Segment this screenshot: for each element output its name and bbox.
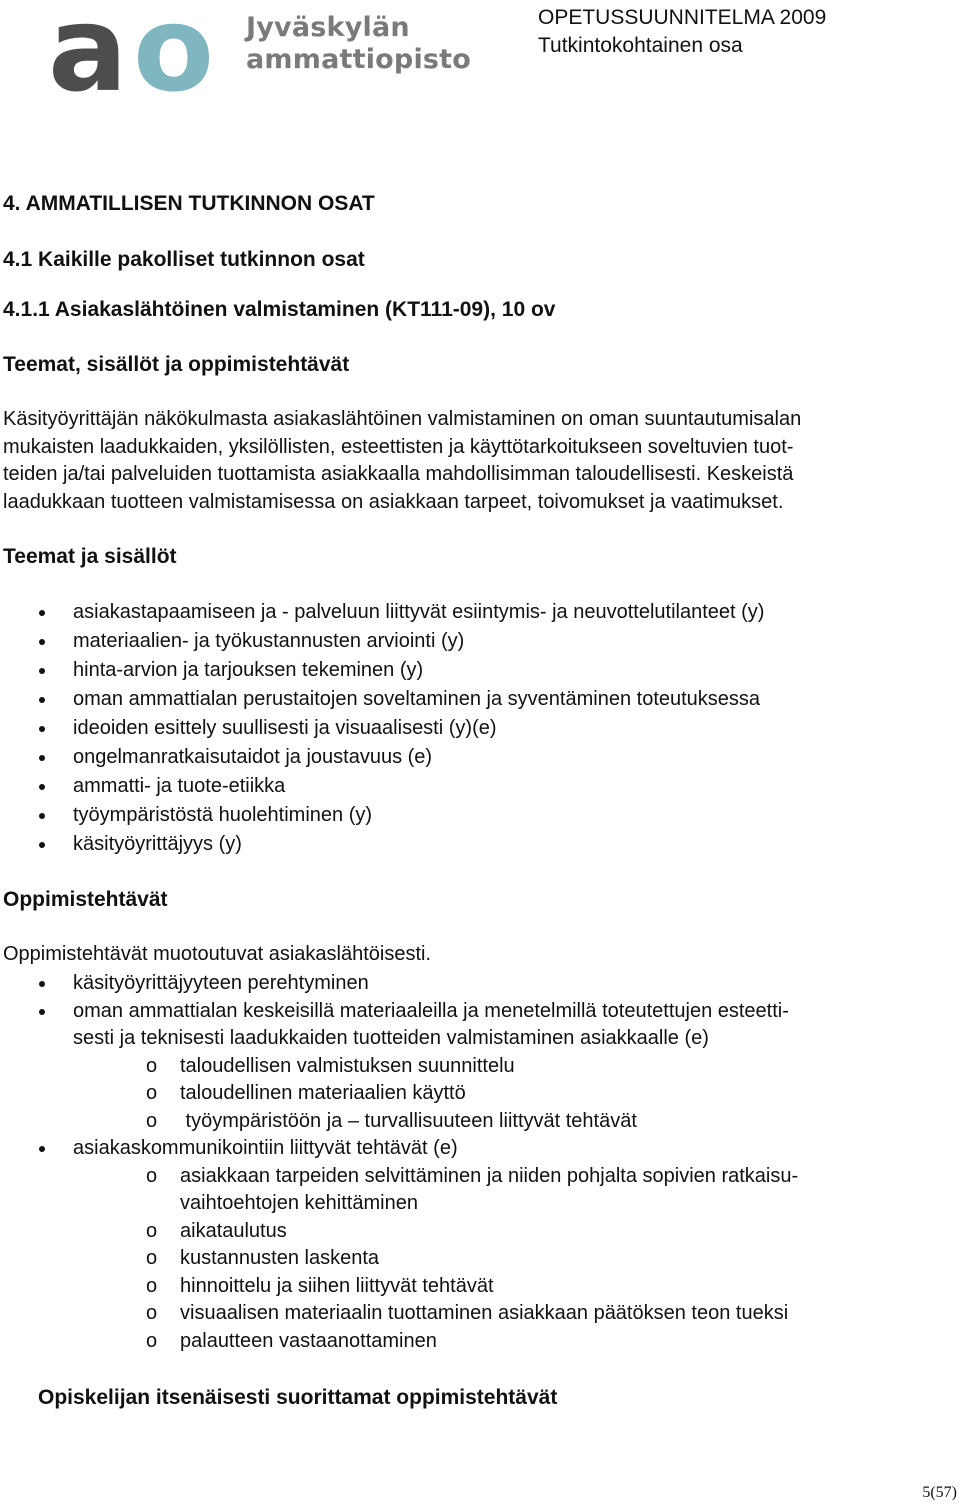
sub-list-text: visuaalisen materiaalin tuottaminen asiakkaan päätöksen teon tueksi [180, 1302, 789, 1324]
sub-list-item [0, 1328, 960, 1356]
list-item-line: sesti ja teknisesti laadukkaiden tuotteiden valmistaminen asiakkaalle (e) [73, 1027, 709, 1049]
themes-paragraph [3, 406, 958, 516]
tasks-intro-text: Oppimistehtävät muotoutuvat asiakaslähtöisesti. [3, 943, 431, 965]
sub-list-item [0, 1300, 960, 1328]
logo-line-2: ammattiopisto [246, 44, 472, 75]
tasks-intro [3, 941, 958, 969]
sub-bullet-marker: o [146, 1054, 158, 1077]
sub-list-text: työympäristöön ja – turvallisuuteen liittyvät tehtävät [180, 1109, 637, 1132]
sub-list-item [0, 1245, 960, 1273]
list-item: materiaalien- ja työkustannusten arviointi (y) [0, 627, 960, 656]
logo-wordmark [246, 12, 471, 76]
page-number: 5(57) [922, 1484, 957, 1501]
sub-bullet-marker: o [146, 1164, 158, 1187]
list-item-line: oman ammattialan keskeisillä materiaaleilla ja menetelmillä toteutettujen esteetti- [73, 999, 789, 1022]
sub-list-item [0, 1273, 960, 1301]
sub-bullet-marker: o [146, 1329, 158, 1352]
sub-list-item [0, 1218, 960, 1246]
tasks-heading: Oppimistehtävät [3, 888, 168, 911]
logo-line-1: Jyväskylän [246, 12, 410, 43]
tasks-list [0, 970, 960, 1355]
contents-heading: Teemat ja sisällöt [3, 545, 177, 568]
sub-list-text: vaihtoehtojen kehittäminen [180, 1192, 418, 1214]
list-item: käsityöyrittäjyyteen perehtyminen [0, 970, 960, 998]
sub-list-text: palautteen vastaanottaminen [180, 1329, 437, 1352]
sub-list-item [0, 1053, 960, 1081]
independent-tasks-heading: Opiskelijan itsenäisesti suorittamat oppimistehtävät [38, 1386, 558, 1409]
sub-list-item [0, 1108, 960, 1136]
themes-heading: Teemat, sisällöt ja oppimistehtävät [3, 353, 350, 376]
sub-bullet-marker: o [146, 1219, 158, 1242]
sub-list-item [0, 1163, 960, 1218]
contents-list [0, 598, 960, 859]
list-item: ongelmanratkaisutaidot ja joustavuus (e) [0, 743, 960, 772]
section-heading-1: 4. AMMATILLISEN TUTKINNON OSAT [3, 192, 375, 215]
section-heading-2: 4.1 Kaikille pakolliset tutkinnon osat [3, 248, 365, 271]
paragraph-line: Käsityöyrittäjän näkökulmasta asiakaslähtöinen valmistaminen on oman suuntautumisalan [3, 408, 802, 430]
list-item: hinta-arvion ja tarjouksen tekeminen (y) [0, 656, 960, 685]
sub-bullet-marker: o [146, 1109, 158, 1132]
paragraph-line: mukaisten laadukkaiden, yksilöllisten, esteettisten ja käyttötarkoitukseen soveltuvien tuot- [3, 435, 794, 458]
list-item [0, 998, 960, 1053]
section-heading-3: 4.1.1 Asiakaslähtöinen valmistaminen (KT111-09), 10 ov [3, 298, 556, 321]
paragraph-line: laadukkaan tuotteen valmistamisessa on asiakkaan tarpeet, toivomukset ja vaatimukset. [3, 490, 784, 513]
logo-mark [48, 0, 228, 100]
list-item: työympäristöstä huolehtiminen (y) [0, 801, 960, 830]
sub-bullet-marker: o [146, 1247, 158, 1269]
sub-list-item [0, 1080, 960, 1108]
curriculum-title: OPETUSSUUNNITELMA 2009 [538, 6, 827, 29]
logo-letter-a: a [48, 0, 128, 100]
paragraph-line: teiden ja/tai palveluiden tuottamista asiakkaalla mahdollisimman taloudellisesti. Keskeistä [3, 463, 794, 485]
sub-list-text: taloudellinen materiaalien käyttö [180, 1082, 466, 1104]
list-item: asiakastapaamiseen ja - palveluun liittyvät esiintymis- ja neuvottelutilanteet (y) [0, 598, 960, 627]
sub-list-text: hinnoittelu ja siihen liittyvät tehtävät [180, 1274, 494, 1297]
document-header [538, 4, 826, 60]
sub-list-text: asiakkaan tarpeiden selvittäminen ja niiden pohjalta sopivien ratkaisu- [180, 1164, 799, 1187]
sub-list-text: taloudellisen valmistuksen suunnittelu [180, 1054, 515, 1077]
sub-list-text: aikataulutus [180, 1219, 287, 1242]
list-item: asiakaskommunikointiin liittyvät tehtävät (e) [0, 1135, 960, 1163]
list-item: ideoiden esittely suullisesti ja visuaalisesti (y)(e) [0, 714, 960, 743]
list-item: ammatti- ja tuote-etiikka [0, 772, 960, 801]
logo-letter-o: o [133, 0, 215, 100]
sub-bullet-marker: o [146, 1274, 158, 1297]
list-item: oman ammattialan perustaitojen soveltaminen ja syventäminen toteutuksessa [0, 685, 960, 714]
sub-bullet-marker: o [146, 1082, 158, 1104]
curriculum-subtitle: Tutkintokohtainen osa [538, 34, 743, 57]
list-item: käsityöyrittäjyys (y) [0, 830, 960, 859]
sub-bullet-marker: o [146, 1302, 158, 1324]
sub-list-text: kustannusten laskenta [180, 1247, 380, 1269]
